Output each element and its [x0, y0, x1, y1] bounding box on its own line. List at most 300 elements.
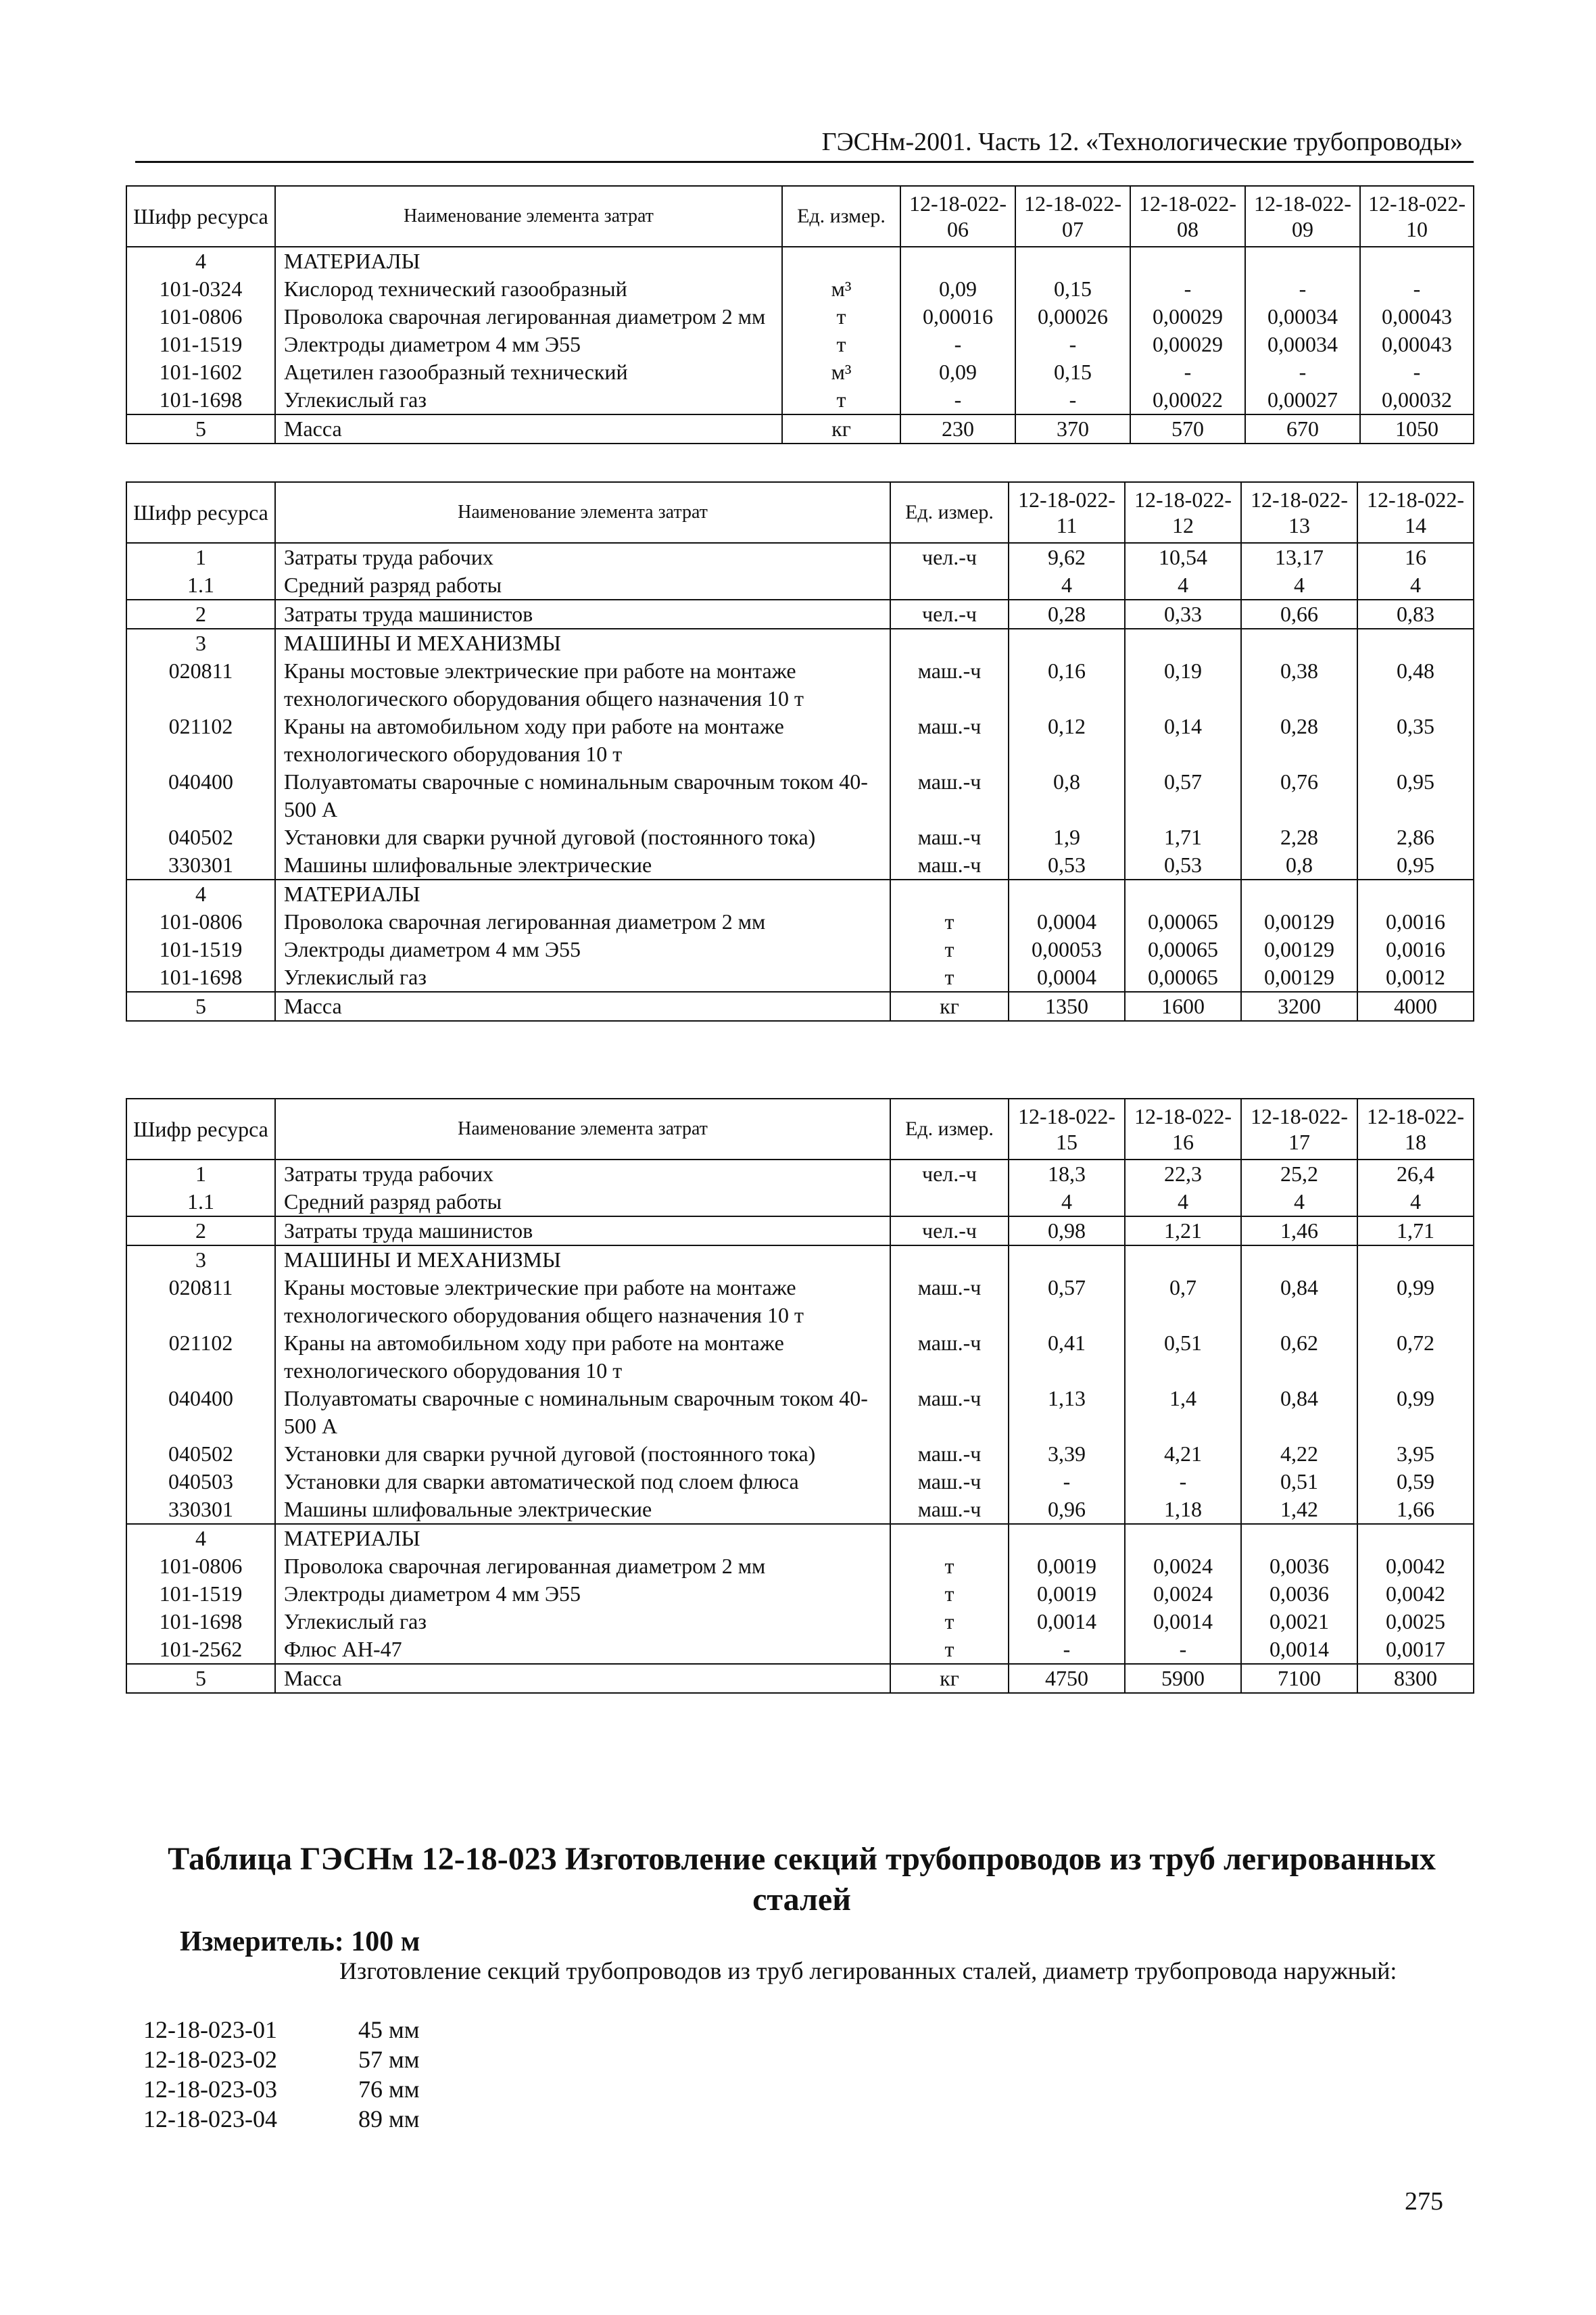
- resource-name: Углекислый газ: [275, 963, 890, 992]
- value-cell: 0,95: [1357, 768, 1474, 824]
- value-cell: 4,22: [1241, 1440, 1357, 1468]
- resource-code: 2: [126, 600, 275, 629]
- value-cell: -: [1009, 1468, 1125, 1496]
- value-cell: 0,0025: [1357, 1608, 1474, 1636]
- value-cell: 0,57: [1125, 768, 1241, 824]
- resource-name: Масса: [275, 992, 890, 1021]
- value-cell: [1125, 629, 1241, 657]
- value-cell: 0,19: [1125, 657, 1241, 713]
- table-header-row: [126, 186, 1474, 247]
- resource-code: 040503: [126, 1468, 275, 1496]
- unit-header: Ед. измер.: [890, 482, 1009, 543]
- table-row: [126, 543, 1474, 571]
- name-header: Наименование элемента затрат: [275, 186, 782, 247]
- value-cell: [1009, 880, 1125, 908]
- resource-name: Углекислый газ: [275, 386, 782, 414]
- value-cell: 0,35: [1357, 713, 1474, 768]
- value-cell: 0,00043: [1360, 303, 1474, 331]
- unit-cell: маш.-ч: [890, 851, 1009, 880]
- resource-name: Краны на автомобильном ходу при работе на монтаже технологического оборудования 10 т: [275, 713, 890, 768]
- unit-cell: кг: [890, 992, 1009, 1021]
- resource-code: 101-2562: [126, 1636, 275, 1664]
- resource-code: 1.1: [126, 571, 275, 600]
- resource-name: Кислород технический газообразный: [275, 275, 782, 303]
- table-row: [126, 386, 1474, 414]
- resource-name: Краны мостовые электрические при работе на монтаже технологического оборудования общего назначения 10 т: [275, 1274, 890, 1329]
- value-cell: 0,0012: [1357, 963, 1474, 992]
- column-header: 12-18-022-11: [1009, 482, 1125, 543]
- resource-code: 4: [126, 880, 275, 908]
- resource-code: 4: [126, 1524, 275, 1552]
- value-cell: [1015, 247, 1130, 275]
- resource-code: 101-1698: [126, 1608, 275, 1636]
- value-cell: [1130, 247, 1245, 275]
- value-cell: 1,42: [1241, 1496, 1357, 1524]
- value-cell: 10,54: [1125, 543, 1241, 571]
- resource-code: 101-0324: [126, 275, 275, 303]
- value-cell: 0,00065: [1125, 908, 1241, 936]
- value-cell: -: [1125, 1468, 1241, 1496]
- resource-table-022-15-18: [126, 1098, 1474, 1694]
- resource-code: 101-1602: [126, 358, 275, 386]
- value-cell: 0,00043: [1360, 331, 1474, 358]
- value-cell: 26,4: [1357, 1160, 1474, 1188]
- value-cell: 0,0042: [1357, 1580, 1474, 1608]
- value-cell: 230: [900, 414, 1015, 444]
- unit-cell: маш.-ч: [890, 1329, 1009, 1385]
- resource-code: 101-1698: [126, 386, 275, 414]
- table-row: [126, 768, 1474, 824]
- pipe-diameter: 57 мм: [358, 2046, 420, 2073]
- value-cell: [1009, 1245, 1125, 1274]
- resource-code: 040400: [126, 768, 275, 824]
- value-cell: 0,66: [1241, 600, 1357, 629]
- unit-cell: маш.-ч: [890, 824, 1009, 851]
- resource-code: 5: [126, 992, 275, 1021]
- value-cell: 1,71: [1125, 824, 1241, 851]
- value-cell: 0,00065: [1125, 963, 1241, 992]
- value-cell: 0,98: [1009, 1216, 1125, 1245]
- norm-code: 12-18-023-02: [143, 2046, 277, 2073]
- resource-name: Затраты труда машинистов: [275, 1216, 890, 1245]
- value-cell: 0,41: [1009, 1329, 1125, 1385]
- value-cell: [1241, 1245, 1357, 1274]
- unit-cell: т: [890, 1608, 1009, 1636]
- value-cell: -: [1015, 331, 1130, 358]
- table-row: [126, 331, 1474, 358]
- value-cell: 2,28: [1241, 824, 1357, 851]
- resource-name: Установки для сварки автоматической под слоем флюса: [275, 1468, 890, 1496]
- resource-name: Машины шлифовальные электрические: [275, 851, 890, 880]
- unit-header: Ед. измер.: [890, 1099, 1009, 1160]
- table-row: [126, 1245, 1474, 1274]
- code-header: Шифр ресурса: [126, 482, 275, 543]
- value-cell: -: [1360, 275, 1474, 303]
- unit-cell: маш.-ч: [890, 1440, 1009, 1468]
- value-cell: 0,00034: [1245, 331, 1360, 358]
- value-cell: 0,0036: [1241, 1580, 1357, 1608]
- value-cell: 570: [1130, 414, 1245, 444]
- list-item: [143, 2045, 420, 2074]
- resource-table-022-06-10: [126, 185, 1474, 444]
- resource-code: 1: [126, 1160, 275, 1188]
- value-cell: 4: [1009, 1188, 1125, 1216]
- resource-code: 1.1: [126, 1188, 275, 1216]
- name-header: Наименование элемента затрат: [275, 482, 890, 543]
- resource-name: Электроды диаметром 4 мм Э55: [275, 936, 890, 963]
- value-cell: 0,53: [1125, 851, 1241, 880]
- unit-cell: т: [782, 303, 900, 331]
- list-item: [143, 2015, 420, 2045]
- resource-name: Затраты труда машинистов: [275, 600, 890, 629]
- resource-name: Затраты труда рабочих: [275, 543, 890, 571]
- value-cell: 2,86: [1357, 824, 1474, 851]
- value-cell: 1,66: [1357, 1496, 1474, 1524]
- resource-code: 5: [126, 414, 275, 444]
- unit-cell: кг: [782, 414, 900, 444]
- unit-cell: маш.-ч: [890, 768, 1009, 824]
- value-cell: 0,72: [1357, 1329, 1474, 1385]
- value-cell: 0,0016: [1357, 908, 1474, 936]
- table-row: [126, 1636, 1474, 1664]
- unit-cell: т: [890, 1636, 1009, 1664]
- value-cell: 4000: [1357, 992, 1474, 1021]
- value-cell: [1009, 1524, 1125, 1552]
- resource-name: МАШИНЫ И МЕХАНИЗМЫ: [275, 1245, 890, 1274]
- resource-name: Масса: [275, 1664, 890, 1693]
- resource-code: 021102: [126, 713, 275, 768]
- document-title: ГЭСНм-2001. Часть 12. «Технологические трубопроводы»: [821, 128, 1463, 156]
- value-cell: -: [1245, 275, 1360, 303]
- value-cell: 9,62: [1009, 543, 1125, 571]
- value-cell: 0,0021: [1241, 1608, 1357, 1636]
- table-row: [126, 1496, 1474, 1524]
- table-row: [126, 1216, 1474, 1245]
- value-cell: 3,39: [1009, 1440, 1125, 1468]
- value-cell: 670: [1245, 414, 1360, 444]
- table-row: [126, 1329, 1474, 1385]
- value-cell: 0,0019: [1009, 1552, 1125, 1580]
- unit-cell: маш.-ч: [890, 1496, 1009, 1524]
- value-cell: 0,00053: [1009, 936, 1125, 963]
- table-row: [126, 1385, 1474, 1440]
- unit-cell: [890, 1245, 1009, 1274]
- resource-name: Полуавтоматы сварочные с номинальным сварочным током 40-500 А: [275, 768, 890, 824]
- table-row: [126, 275, 1474, 303]
- value-cell: 0,12: [1009, 713, 1125, 768]
- value-cell: 0,8: [1241, 851, 1357, 880]
- resource-name: Проволока сварочная легированная диаметром 2 мм: [275, 908, 890, 936]
- value-cell: 25,2: [1241, 1160, 1357, 1188]
- value-cell: [1357, 1245, 1474, 1274]
- value-cell: 4: [1357, 571, 1474, 600]
- value-cell: [1125, 1245, 1241, 1274]
- value-cell: 4: [1125, 571, 1241, 600]
- column-header: 12-18-022-14: [1357, 482, 1474, 543]
- table-row: [126, 824, 1474, 851]
- value-cell: 13,17: [1241, 543, 1357, 571]
- value-cell: 1,13: [1009, 1385, 1125, 1440]
- resource-name: Флюс АН-47: [275, 1636, 890, 1664]
- unit-cell: маш.-ч: [890, 1385, 1009, 1440]
- value-cell: 0,00016: [900, 303, 1015, 331]
- value-cell: 1,46: [1241, 1216, 1357, 1245]
- resource-code: 3: [126, 1245, 275, 1274]
- unit-cell: кг: [890, 1664, 1009, 1693]
- resource-code: 101-0806: [126, 1552, 275, 1580]
- table-row: [126, 1188, 1474, 1216]
- value-cell: 0,51: [1241, 1468, 1357, 1496]
- table-row: [126, 936, 1474, 963]
- value-cell: [900, 247, 1015, 275]
- value-cell: [1009, 629, 1125, 657]
- table-row: [126, 713, 1474, 768]
- table-row: [126, 1580, 1474, 1608]
- resource-name: Ацетилен газообразный технический: [275, 358, 782, 386]
- value-cell: [1357, 880, 1474, 908]
- list-item: [143, 2074, 420, 2104]
- resource-name: Углекислый газ: [275, 1608, 890, 1636]
- value-cell: 4,21: [1125, 1440, 1241, 1468]
- value-cell: 0,48: [1357, 657, 1474, 713]
- value-cell: 0,28: [1009, 600, 1125, 629]
- value-cell: 0,00065: [1125, 936, 1241, 963]
- value-cell: -: [900, 331, 1015, 358]
- value-cell: 4: [1357, 1188, 1474, 1216]
- unit-cell: маш.-ч: [890, 1274, 1009, 1329]
- table-row: [126, 1608, 1474, 1636]
- value-cell: 0,00022: [1130, 386, 1245, 414]
- table-row: [126, 1468, 1474, 1496]
- unit-cell: чел.-ч: [890, 600, 1009, 629]
- table-row: [126, 657, 1474, 713]
- resource-name: МАТЕРИАЛЫ: [275, 1524, 890, 1552]
- pipe-diameter: 45 мм: [358, 2016, 420, 2043]
- value-cell: 1,4: [1125, 1385, 1241, 1440]
- value-cell: -: [1015, 386, 1130, 414]
- table-row: [126, 1664, 1474, 1693]
- unit-cell: т: [890, 1552, 1009, 1580]
- unit-cell: [890, 1524, 1009, 1552]
- value-cell: 0,0014: [1241, 1636, 1357, 1664]
- value-cell: 0,62: [1241, 1329, 1357, 1385]
- unit-cell: чел.-ч: [890, 543, 1009, 571]
- value-cell: -: [1360, 358, 1474, 386]
- resource-name: Краны мостовые электрические при работе на монтаже технологического оборудования общего назначения 10 т: [275, 657, 890, 713]
- pipe-diameter: 89 мм: [358, 2105, 420, 2132]
- resource-name: Затраты труда рабочих: [275, 1160, 890, 1188]
- value-cell: -: [1130, 358, 1245, 386]
- table-row: [126, 851, 1474, 880]
- resource-code: 330301: [126, 1496, 275, 1524]
- value-cell: 0,7: [1125, 1274, 1241, 1329]
- column-header: 12-18-022-08: [1130, 186, 1245, 247]
- value-cell: [1357, 629, 1474, 657]
- value-cell: 0,0004: [1009, 963, 1125, 992]
- code-header: Шифр ресурса: [126, 186, 275, 247]
- value-cell: [1241, 880, 1357, 908]
- resource-code: 101-0806: [126, 908, 275, 936]
- value-cell: 1050: [1360, 414, 1474, 444]
- table-row: [126, 908, 1474, 936]
- value-cell: 0,0004: [1009, 908, 1125, 936]
- value-cell: 0,0024: [1125, 1552, 1241, 1580]
- resource-name: МАШИНЫ И МЕХАНИЗМЫ: [275, 629, 890, 657]
- table-row: [126, 600, 1474, 629]
- value-cell: 0,59: [1357, 1468, 1474, 1496]
- value-cell: 0,00034: [1245, 303, 1360, 331]
- value-cell: 0,00029: [1130, 331, 1245, 358]
- resource-code: 040400: [126, 1385, 275, 1440]
- value-cell: 4750: [1009, 1664, 1125, 1693]
- resource-code: 5: [126, 1664, 275, 1693]
- resource-name: Проволока сварочная легированная диаметром 2 мм: [275, 1552, 890, 1580]
- value-cell: 0,99: [1357, 1385, 1474, 1440]
- resource-code: 1: [126, 543, 275, 571]
- value-cell: 4: [1125, 1188, 1241, 1216]
- resource-code: 101-1519: [126, 1580, 275, 1608]
- table-row: [126, 1524, 1474, 1552]
- table-row: [126, 1160, 1474, 1188]
- resource-code: 101-1698: [126, 963, 275, 992]
- column-header: 12-18-022-16: [1125, 1099, 1241, 1160]
- value-cell: 1,21: [1125, 1216, 1241, 1245]
- table-row: [126, 963, 1474, 992]
- value-cell: 1350: [1009, 992, 1125, 1021]
- resource-code: 040502: [126, 824, 275, 851]
- value-cell: [1357, 1524, 1474, 1552]
- value-cell: 0,84: [1241, 1274, 1357, 1329]
- resource-name: МАТЕРИАЛЫ: [275, 247, 782, 275]
- value-cell: 0,0036: [1241, 1552, 1357, 1580]
- value-cell: [1125, 1524, 1241, 1552]
- pipe-diameter: 76 мм: [358, 2076, 420, 2103]
- resource-code: 2: [126, 1216, 275, 1245]
- value-cell: -: [1245, 358, 1360, 386]
- unit-cell: маш.-ч: [890, 1468, 1009, 1496]
- section-title: Таблица ГЭСНм 12-18-023 Изготовление секций трубопроводов из труб легированных сталей: [168, 1841, 1436, 1917]
- resource-code: 330301: [126, 851, 275, 880]
- unit-cell: т: [782, 386, 900, 414]
- column-header: 12-18-022-06: [900, 186, 1015, 247]
- unit-cell: [890, 880, 1009, 908]
- resource-code: 101-1519: [126, 331, 275, 358]
- unit-cell: м³: [782, 275, 900, 303]
- resource-name: Средний разряд работы: [275, 1188, 890, 1216]
- value-cell: 18,3: [1009, 1160, 1125, 1188]
- value-cell: 0,0024: [1125, 1580, 1241, 1608]
- table-row: [126, 1552, 1474, 1580]
- column-header: 12-18-022-10: [1360, 186, 1474, 247]
- column-header: 12-18-022-13: [1241, 482, 1357, 543]
- table-row: [126, 1274, 1474, 1329]
- unit-cell: маш.-ч: [890, 713, 1009, 768]
- value-cell: [1125, 880, 1241, 908]
- unit-cell: чел.-ч: [890, 1216, 1009, 1245]
- value-cell: 0,51: [1125, 1329, 1241, 1385]
- table-row: [126, 880, 1474, 908]
- column-header: 12-18-022-15: [1009, 1099, 1125, 1160]
- unit-cell: [890, 629, 1009, 657]
- value-cell: 0,00026: [1015, 303, 1130, 331]
- value-cell: 4: [1241, 1188, 1357, 1216]
- value-cell: -: [1125, 1636, 1241, 1664]
- value-cell: 0,14: [1125, 713, 1241, 768]
- table-row: [126, 571, 1474, 600]
- value-cell: 4: [1241, 571, 1357, 600]
- table-row: [126, 247, 1474, 275]
- unit-cell: м³: [782, 358, 900, 386]
- unit-cell: т: [782, 331, 900, 358]
- resource-code: 020811: [126, 1274, 275, 1329]
- value-cell: 0,0019: [1009, 1580, 1125, 1608]
- value-cell: 0,16: [1009, 657, 1125, 713]
- value-cell: 1600: [1125, 992, 1241, 1021]
- value-cell: 5900: [1125, 1664, 1241, 1693]
- value-cell: 4: [1009, 571, 1125, 600]
- value-cell: 3200: [1241, 992, 1357, 1021]
- unit-cell: маш.-ч: [890, 657, 1009, 713]
- table-header-row: [126, 482, 1474, 543]
- resource-code: 101-0806: [126, 303, 275, 331]
- value-cell: 0,15: [1015, 358, 1130, 386]
- value-cell: 1,9: [1009, 824, 1125, 851]
- resource-name: МАТЕРИАЛЫ: [275, 880, 890, 908]
- norm-code: 12-18-023-01: [143, 2016, 277, 2043]
- table-row: [126, 1440, 1474, 1468]
- unit-cell: [890, 571, 1009, 600]
- value-cell: 0,00129: [1241, 963, 1357, 992]
- code-header: Шифр ресурса: [126, 1099, 275, 1160]
- value-cell: 0,00027: [1245, 386, 1360, 414]
- resource-name: Установки для сварки ручной дуговой (постоянного тока): [275, 824, 890, 851]
- unit-header: Ед. измер.: [782, 186, 900, 247]
- value-cell: 22,3: [1125, 1160, 1241, 1188]
- value-cell: 0,0017: [1357, 1636, 1474, 1664]
- resource-code: 020811: [126, 657, 275, 713]
- table-row: [126, 358, 1474, 386]
- value-cell: 0,76: [1241, 768, 1357, 824]
- table-row: [126, 414, 1474, 444]
- resource-name: Электроды диаметром 4 мм Э55: [275, 331, 782, 358]
- norm-item-list: [143, 2015, 420, 2134]
- value-cell: 0,33: [1125, 600, 1241, 629]
- value-cell: [1360, 247, 1474, 275]
- resource-name: Установки для сварки ручной дуговой (постоянного тока): [275, 1440, 890, 1468]
- resource-name: Краны на автомобильном ходу при работе на монтаже технологического оборудования 10 т: [275, 1329, 890, 1385]
- resource-name: Электроды диаметром 4 мм Э55: [275, 1580, 890, 1608]
- value-cell: 1,18: [1125, 1496, 1241, 1524]
- value-cell: 16: [1357, 543, 1474, 571]
- value-cell: [1245, 247, 1360, 275]
- table-header-row: [126, 1099, 1474, 1160]
- unit-cell: т: [890, 1580, 1009, 1608]
- unit-cell: чел.-ч: [890, 1160, 1009, 1188]
- norm-code: 12-18-023-03: [143, 2076, 277, 2103]
- value-cell: 0,09: [900, 358, 1015, 386]
- value-cell: 7100: [1241, 1664, 1357, 1693]
- resource-name: Машины шлифовальные электрические: [275, 1496, 890, 1524]
- column-header: 12-18-022-17: [1241, 1099, 1357, 1160]
- table-row: [126, 992, 1474, 1021]
- page-header: [135, 123, 1474, 163]
- section-description: Изготовление секций трубопроводов из труб легированных сталей, диаметр трубопровода наружный:: [339, 1957, 1397, 1984]
- value-cell: 370: [1015, 414, 1130, 444]
- value-cell: -: [1009, 1636, 1125, 1664]
- value-cell: 0,00032: [1360, 386, 1474, 414]
- name-header: Наименование элемента затрат: [275, 1099, 890, 1160]
- value-cell: [1241, 1524, 1357, 1552]
